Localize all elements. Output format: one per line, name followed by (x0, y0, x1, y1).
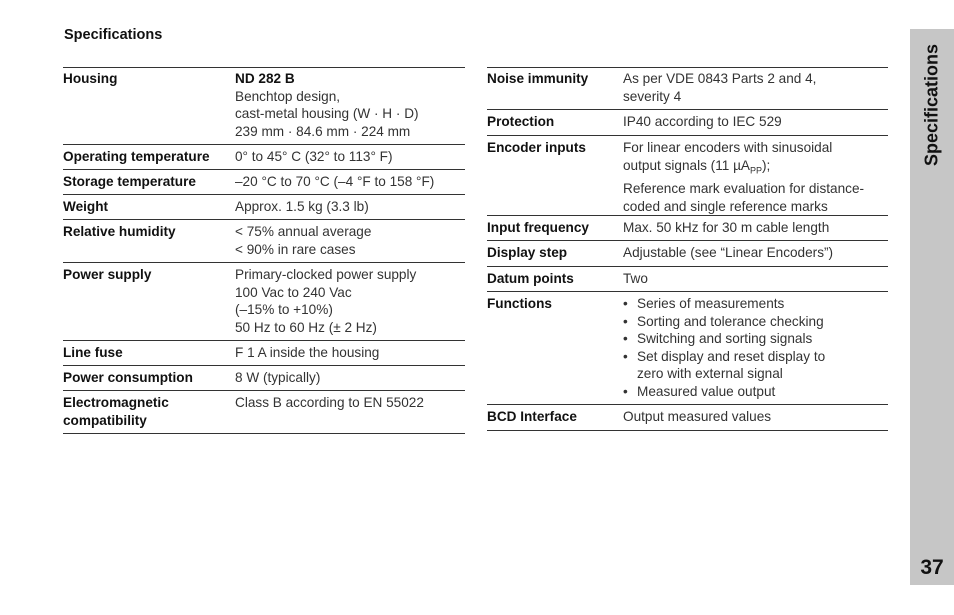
spec-value: –20 °C to 70 °C (–4 °F to 158 °F) (235, 174, 435, 189)
spec-row-input-frequency (487, 216, 888, 241)
spec-label: Power consumption (63, 370, 193, 385)
spec-value-line: Benchtop design, (235, 88, 341, 104)
spec-value: 8 W (typically) (235, 370, 321, 385)
spec-value: F 1 A inside the housing (235, 345, 380, 360)
signal-subscript: PP (749, 165, 762, 176)
spec-value: Approx. 1.5 kg (3.3 lb) (235, 199, 369, 214)
list-item: • Measured value output (623, 383, 888, 401)
spec-row-bcd-interface (487, 405, 888, 431)
spec-label (63, 391, 235, 434)
spec-value (623, 136, 888, 216)
specs-table-left (63, 67, 465, 434)
list-item-line: zero with external signal (637, 366, 783, 382)
spec-row-functions (487, 292, 888, 405)
spec-row-power-supply (63, 263, 465, 341)
spec-row-relative-humidity (63, 220, 465, 263)
spec-label: Functions (487, 296, 552, 312)
list-item (623, 348, 888, 383)
spec-label: Weight (63, 199, 109, 214)
spec-value-line: As per VDE 0843 Parts 2 and 4, (623, 71, 817, 86)
spec-value-line: Reference mark evaluation for distance- (623, 180, 865, 196)
spec-row-noise-immunity (487, 68, 888, 110)
specs-table-right (487, 67, 888, 431)
spec-label: Display step (487, 245, 568, 261)
spec-value: Adjustable (see “Linear Encoders”) (623, 245, 834, 261)
spec-row-operating-temperature (63, 145, 465, 170)
signal-text-end: ); (762, 157, 771, 173)
spec-value: 0° to 45° C (32° to 113° F) (235, 149, 393, 164)
spec-row-storage-temperature (63, 170, 465, 195)
spec-value-line: 50 Hz to 60 Hz (± 2 Hz) (235, 319, 377, 335)
spec-row-line-fuse (63, 341, 465, 366)
spec-row-datum-points (487, 267, 888, 292)
spec-row-protection (487, 110, 888, 136)
spec-row-weight (63, 195, 465, 220)
spec-label: Input frequency (487, 220, 589, 236)
spec-value (235, 263, 465, 341)
model-name: ND 282 B (235, 71, 295, 86)
spec-value (235, 68, 465, 145)
spec-label: Power supply (63, 267, 152, 282)
spec-value-line: < 75% annual average (235, 224, 372, 239)
spec-label-line: Electromagnetic (63, 395, 169, 410)
spec-label: BCD Interface (487, 409, 577, 425)
spec-row-display-step (487, 241, 888, 267)
spec-row-housing (63, 68, 465, 145)
spec-value: Max. 50 kHz for 30 m cable length (623, 220, 830, 236)
spec-row-electromagnetic-compatibility (63, 391, 465, 434)
spec-value-line: (–15% to +10%) (235, 302, 333, 318)
spec-row-encoder-inputs (487, 136, 888, 216)
page-number: 37 (920, 556, 944, 579)
spec-value-line (623, 157, 888, 180)
spec-label: Housing (63, 71, 118, 86)
list-item: • Series of measurements (623, 295, 888, 313)
side-tab-title: Specifications (921, 43, 942, 167)
spec-value-line: 100 Vac to 240 Vac (235, 284, 352, 300)
spec-label-line: compatibility (63, 412, 147, 428)
spec-value-line: 239 mm · 84.6 mm · 224 mm (235, 123, 411, 139)
spec-value-line: cast-metal housing (W · H · D) (235, 106, 419, 122)
functions-list (623, 295, 888, 401)
spec-value: Two (623, 271, 648, 287)
spec-value (623, 68, 888, 110)
spec-value-line: severity 4 (623, 88, 682, 104)
spec-label: Protection (487, 114, 555, 129)
list-item: • Sorting and tolerance checking (623, 313, 888, 331)
spec-value-line: coded and single reference marks (623, 198, 828, 214)
spec-label: Encoder inputs (487, 140, 586, 155)
spec-label: Datum points (487, 271, 574, 287)
page-heading: Specifications (64, 27, 163, 43)
signal-text: output signals (11 µA (623, 157, 750, 173)
spec-value-line: For linear encoders with sinusoidal (623, 140, 833, 155)
spec-label: Relative humidity (63, 224, 176, 239)
spec-row-power-consumption (63, 366, 465, 391)
spec-value-line: < 90% in rare cases (235, 241, 356, 257)
spec-value: Output measured values (623, 409, 772, 425)
spec-label: Noise immunity (487, 71, 589, 86)
spec-value (235, 220, 465, 263)
spec-value (623, 292, 888, 405)
spec-label: Storage temperature (63, 174, 196, 189)
spec-label: Operating temperature (63, 149, 210, 164)
spec-value-line: Primary-clocked power supply (235, 267, 417, 282)
list-item-line: • Set display and reset display to (637, 348, 826, 364)
spec-label: Line fuse (63, 345, 123, 360)
list-item: • Switching and sorting signals (623, 330, 888, 348)
spec-value: Class B according to EN 55022 (235, 395, 424, 410)
spec-value: IP40 according to IEC 529 (623, 114, 782, 129)
